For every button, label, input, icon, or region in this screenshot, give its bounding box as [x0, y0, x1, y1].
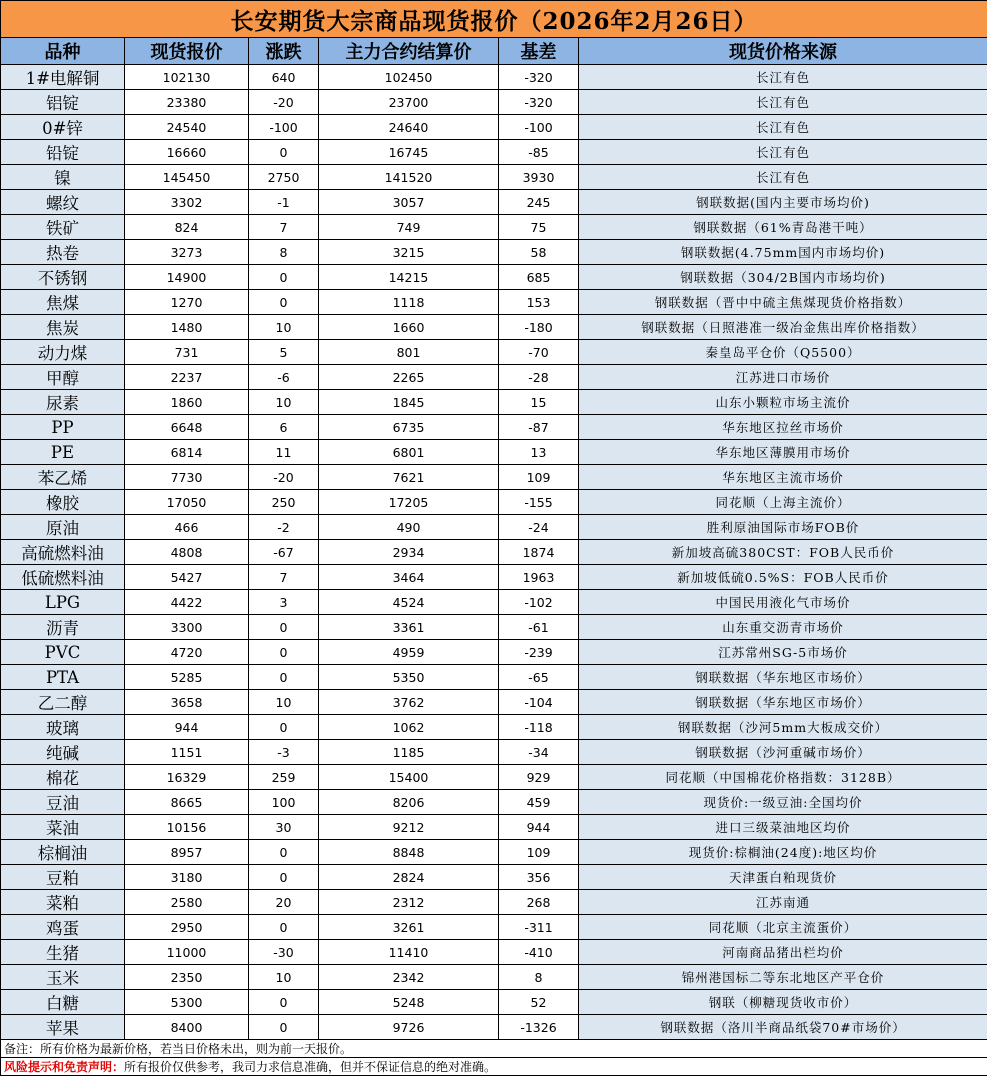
spot-price-cell: 4808 — [125, 540, 249, 565]
settlement-cell: 1845 — [319, 390, 499, 415]
change-cell: -1 — [249, 190, 319, 215]
variety-cell: 动力煤 — [1, 340, 125, 365]
spot-price-cell: 1151 — [125, 740, 249, 765]
spot-price-cell: 16660 — [125, 140, 249, 165]
table-row — [1, 215, 987, 240]
source-cell: 钢联数据（沙河重碱市场价） — [579, 740, 987, 765]
spot-price-cell: 2950 — [125, 915, 249, 940]
basis-cell: 1963 — [499, 565, 579, 590]
settlement-cell: 3762 — [319, 690, 499, 715]
spot-price-cell: 14900 — [125, 265, 249, 290]
table-row — [1, 690, 987, 715]
spot-price-cell: 8957 — [125, 840, 249, 865]
table-row — [1, 565, 987, 590]
basis-cell: -311 — [499, 915, 579, 940]
source-cell: 长江有色 — [579, 115, 987, 140]
source-cell: 钢联数据(4.75mm国内市场均价) — [579, 240, 987, 265]
basis-cell: -118 — [499, 715, 579, 740]
source-cell: 江苏常州SG-5市场价 — [579, 640, 987, 665]
basis-cell: -320 — [499, 90, 579, 115]
basis-cell: 52 — [499, 990, 579, 1015]
spot-price-cell: 824 — [125, 215, 249, 240]
basis-cell: 245 — [499, 190, 579, 215]
table-row — [1, 315, 987, 340]
change-cell: 3 — [249, 590, 319, 615]
basis-cell: -1326 — [499, 1015, 579, 1040]
change-cell: -30 — [249, 940, 319, 965]
table-row — [1, 365, 987, 390]
settlement-cell: 801 — [319, 340, 499, 365]
basis-cell: -320 — [499, 65, 579, 90]
spot-price-cell: 2237 — [125, 365, 249, 390]
table-row — [1, 790, 987, 815]
variety-cell: 不锈钢 — [1, 265, 125, 290]
table-row — [1, 190, 987, 215]
variety-cell: 棉花 — [1, 765, 125, 790]
change-cell: 6 — [249, 415, 319, 440]
variety-cell: 菜粕 — [1, 890, 125, 915]
source-cell: 进口三级菜油地区均价 — [579, 815, 987, 840]
settlement-cell: 8848 — [319, 840, 499, 865]
col-header-basis: 基差 — [499, 38, 579, 65]
spot-price-cell: 10156 — [125, 815, 249, 840]
source-cell: 长江有色 — [579, 90, 987, 115]
change-cell: 250 — [249, 490, 319, 515]
source-cell: 钢联数据（304/2B国内市场均价) — [579, 265, 987, 290]
spot-price-cell: 24540 — [125, 115, 249, 140]
change-cell: 0 — [249, 290, 319, 315]
settlement-cell: 490 — [319, 515, 499, 540]
table-row — [1, 265, 987, 290]
col-header-change: 涨跌 — [249, 38, 319, 65]
table-row — [1, 890, 987, 915]
change-cell: 8 — [249, 240, 319, 265]
change-cell: 7 — [249, 215, 319, 240]
variety-cell: 白糖 — [1, 990, 125, 1015]
source-cell: 钢联数据（沙河5mm大板成交价） — [579, 715, 987, 740]
basis-cell: 58 — [499, 240, 579, 265]
settlement-cell: 3464 — [319, 565, 499, 590]
table-row — [1, 540, 987, 565]
variety-cell: 铅锭 — [1, 140, 125, 165]
basis-cell: -65 — [499, 665, 579, 690]
settlement-cell: 8206 — [319, 790, 499, 815]
source-cell: 同花顺（北京主流蛋价） — [579, 915, 987, 940]
change-cell: 10 — [249, 315, 319, 340]
basis-cell: -87 — [499, 415, 579, 440]
change-cell: 0 — [249, 915, 319, 940]
table-body — [1, 65, 987, 1040]
change-cell: 259 — [249, 765, 319, 790]
variety-cell: PP — [1, 415, 125, 440]
change-cell: 0 — [249, 1015, 319, 1040]
source-cell: 华东地区薄膜用市场价 — [579, 440, 987, 465]
settlement-cell: 6735 — [319, 415, 499, 440]
variety-cell: 低硫燃料油 — [1, 565, 125, 590]
table-row — [1, 865, 987, 890]
source-cell: 钢联数据（华东地区市场价） — [579, 665, 987, 690]
settlement-cell: 3215 — [319, 240, 499, 265]
change-cell: 0 — [249, 840, 319, 865]
basis-cell: 929 — [499, 765, 579, 790]
source-cell: 胜利原油国际市场FOB价 — [579, 515, 987, 540]
spot-price-cell: 5285 — [125, 665, 249, 690]
variety-cell: 棕榈油 — [1, 840, 125, 865]
variety-cell: PVC — [1, 640, 125, 665]
basis-cell: 944 — [499, 815, 579, 840]
basis-cell: 13 — [499, 440, 579, 465]
footnote: 备注：所有价格为最新价格，若当日价格未出，则为前一天报价。 — [1, 1040, 987, 1058]
change-cell: 5 — [249, 340, 319, 365]
variety-cell: 菜油 — [1, 815, 125, 840]
settlement-cell: 11410 — [319, 940, 499, 965]
settlement-cell: 15400 — [319, 765, 499, 790]
spot-price-cell: 16329 — [125, 765, 249, 790]
source-cell: 华东地区主流市场价 — [579, 465, 987, 490]
table-row — [1, 90, 987, 115]
disclaimer-text: 所有报价仅供参考，我司力求信息准确，但并不保证信息的绝对准确。 — [124, 1060, 496, 1074]
spot-price-cell: 8665 — [125, 790, 249, 815]
change-cell: 10 — [249, 965, 319, 990]
spot-price-cell: 944 — [125, 715, 249, 740]
basis-cell: 109 — [499, 465, 579, 490]
source-cell: 现货价:一级豆油:全国均价 — [579, 790, 987, 815]
table-row — [1, 340, 987, 365]
variety-cell: 橡胶 — [1, 490, 125, 515]
spot-price-cell: 6814 — [125, 440, 249, 465]
spot-price-cell: 145450 — [125, 165, 249, 190]
source-cell: 钢联数据（华东地区市场价） — [579, 690, 987, 715]
table-row — [1, 990, 987, 1015]
table-row — [1, 715, 987, 740]
source-cell: 钢联数据（61%青岛港干吨） — [579, 215, 987, 240]
change-cell: 640 — [249, 65, 319, 90]
variety-cell: PTA — [1, 665, 125, 690]
source-cell: 现货价:棕榈油(24度):地区均价 — [579, 840, 987, 865]
source-cell: 新加坡低硫0.5%S：FOB人民币价 — [579, 565, 987, 590]
variety-cell: 沥青 — [1, 615, 125, 640]
basis-cell: -410 — [499, 940, 579, 965]
settlement-cell: 4524 — [319, 590, 499, 615]
basis-cell: -180 — [499, 315, 579, 340]
variety-cell: 豆粕 — [1, 865, 125, 890]
basis-cell: 75 — [499, 215, 579, 240]
spot-price-cell: 4720 — [125, 640, 249, 665]
settlement-cell: 16745 — [319, 140, 499, 165]
spot-price-cell: 3658 — [125, 690, 249, 715]
variety-cell: 1#电解铜 — [1, 65, 125, 90]
basis-cell: -24 — [499, 515, 579, 540]
variety-cell: 热卷 — [1, 240, 125, 265]
spot-price-cell: 3302 — [125, 190, 249, 215]
settlement-cell: 7621 — [319, 465, 499, 490]
variety-cell: 玻璃 — [1, 715, 125, 740]
basis-cell: 153 — [499, 290, 579, 315]
table-row — [1, 965, 987, 990]
change-cell: 0 — [249, 865, 319, 890]
table-row — [1, 115, 987, 140]
variety-cell: 铝锭 — [1, 90, 125, 115]
variety-cell: PE — [1, 440, 125, 465]
spot-price-cell: 466 — [125, 515, 249, 540]
settlement-cell: 9212 — [319, 815, 499, 840]
source-cell: 秦皇岛平仓价（Q5500） — [579, 340, 987, 365]
change-cell: 0 — [249, 640, 319, 665]
source-cell: 钢联数据（晋中中硫主焦煤现货价格指数） — [579, 290, 987, 315]
change-cell: 100 — [249, 790, 319, 815]
change-cell: 2750 — [249, 165, 319, 190]
header-row — [1, 38, 987, 65]
spot-price-cell: 3180 — [125, 865, 249, 890]
source-cell: 钢联数据（日照港准一级冶金焦出库价格指数） — [579, 315, 987, 340]
variety-cell: 0#锌 — [1, 115, 125, 140]
basis-cell: -28 — [499, 365, 579, 390]
variety-cell: LPG — [1, 590, 125, 615]
settlement-cell: 3057 — [319, 190, 499, 215]
settlement-cell: 4959 — [319, 640, 499, 665]
basis-cell: 356 — [499, 865, 579, 890]
settlement-cell: 2342 — [319, 965, 499, 990]
change-cell: 0 — [249, 990, 319, 1015]
variety-cell: 纯碱 — [1, 740, 125, 765]
settlement-cell: 14215 — [319, 265, 499, 290]
spot-price-cell: 102130 — [125, 65, 249, 90]
table-row — [1, 915, 987, 940]
variety-cell: 铁矿 — [1, 215, 125, 240]
variety-cell: 镍 — [1, 165, 125, 190]
spot-price-cell: 5427 — [125, 565, 249, 590]
settlement-cell: 749 — [319, 215, 499, 240]
spot-price-cell: 4422 — [125, 590, 249, 615]
settlement-cell: 3261 — [319, 915, 499, 940]
change-cell: 0 — [249, 615, 319, 640]
change-cell: 0 — [249, 665, 319, 690]
basis-cell: -239 — [499, 640, 579, 665]
table-row — [1, 665, 987, 690]
basis-cell: -34 — [499, 740, 579, 765]
change-cell: -20 — [249, 465, 319, 490]
variety-cell: 生猪 — [1, 940, 125, 965]
table-row — [1, 765, 987, 790]
spot-price-cell: 17050 — [125, 490, 249, 515]
change-cell: -3 — [249, 740, 319, 765]
basis-cell: -61 — [499, 615, 579, 640]
basis-cell: 3930 — [499, 165, 579, 190]
settlement-cell: 1660 — [319, 315, 499, 340]
variety-cell: 焦煤 — [1, 290, 125, 315]
variety-cell: 螺纹 — [1, 190, 125, 215]
spot-price-cell: 11000 — [125, 940, 249, 965]
variety-cell: 乙二醇 — [1, 690, 125, 715]
spot-price-cell: 6648 — [125, 415, 249, 440]
settlement-cell: 23700 — [319, 90, 499, 115]
spot-price-cell: 3273 — [125, 240, 249, 265]
source-cell: 新加坡高硫380CST：FOB人民币价 — [579, 540, 987, 565]
table-row — [1, 240, 987, 265]
spot-price-cell: 3300 — [125, 615, 249, 640]
variety-cell: 焦炭 — [1, 315, 125, 340]
change-cell: 7 — [249, 565, 319, 590]
table-row — [1, 390, 987, 415]
spot-price-cell: 8400 — [125, 1015, 249, 1040]
change-cell: 30 — [249, 815, 319, 840]
change-cell: -2 — [249, 515, 319, 540]
source-cell: 山东小颗粒市场主流价 — [579, 390, 987, 415]
table-row — [1, 415, 987, 440]
variety-cell: 玉米 — [1, 965, 125, 990]
settlement-cell: 6801 — [319, 440, 499, 465]
settlement-cell: 5248 — [319, 990, 499, 1015]
table-row — [1, 465, 987, 490]
table-row — [1, 290, 987, 315]
spot-price-cell: 2580 — [125, 890, 249, 915]
basis-cell: 8 — [499, 965, 579, 990]
source-cell: 河南商品猪出栏均价 — [579, 940, 987, 965]
variety-cell: 高硫燃料油 — [1, 540, 125, 565]
table-row — [1, 65, 987, 90]
change-cell: 10 — [249, 690, 319, 715]
source-cell: 江苏进口市场价 — [579, 365, 987, 390]
source-cell: 山东重交沥青市场价 — [579, 615, 987, 640]
settlement-cell: 24640 — [319, 115, 499, 140]
change-cell: 11 — [249, 440, 319, 465]
table-row — [1, 140, 987, 165]
basis-cell: -70 — [499, 340, 579, 365]
change-cell: -100 — [249, 115, 319, 140]
table-row — [1, 740, 987, 765]
table-row — [1, 640, 987, 665]
source-cell: 中国民用液化气市场价 — [579, 590, 987, 615]
source-cell: 长江有色 — [579, 165, 987, 190]
source-cell: 同花顺（上海主流价） — [579, 490, 987, 515]
col-header-variety: 品种 — [1, 38, 125, 65]
change-cell: 0 — [249, 715, 319, 740]
settlement-cell: 9726 — [319, 1015, 499, 1040]
spot-price-cell: 1860 — [125, 390, 249, 415]
source-cell: 钢联数据（洛川半商品纸袋70#市场价） — [579, 1015, 987, 1040]
variety-cell: 甲醇 — [1, 365, 125, 390]
basis-cell: -104 — [499, 690, 579, 715]
change-cell: -6 — [249, 365, 319, 390]
variety-cell: 苹果 — [1, 1015, 125, 1040]
settlement-cell: 17205 — [319, 490, 499, 515]
settlement-cell: 102450 — [319, 65, 499, 90]
spot-price-cell: 23380 — [125, 90, 249, 115]
settlement-cell: 2934 — [319, 540, 499, 565]
table-row — [1, 490, 987, 515]
source-cell: 长江有色 — [579, 65, 987, 90]
settlement-cell: 2824 — [319, 865, 499, 890]
table-row — [1, 440, 987, 465]
col-header-spot-price: 现货报价 — [125, 38, 249, 65]
table-row — [1, 840, 987, 865]
settlement-cell: 1062 — [319, 715, 499, 740]
settlement-cell: 3361 — [319, 615, 499, 640]
variety-cell: 原油 — [1, 515, 125, 540]
spot-price-cell: 731 — [125, 340, 249, 365]
table-row — [1, 615, 987, 640]
table-row — [1, 940, 987, 965]
disclaimer — [1, 1058, 987, 1076]
variety-cell: 尿素 — [1, 390, 125, 415]
source-cell: 锦州港国标二等东北地区产平仓价 — [579, 965, 987, 990]
table-row — [1, 165, 987, 190]
settlement-cell: 2265 — [319, 365, 499, 390]
disclaimer-label: 风险提示和免责声明： — [4, 1060, 124, 1074]
change-cell: -67 — [249, 540, 319, 565]
table-row — [1, 815, 987, 840]
source-cell: 钢联数据(国内主要市场均价) — [579, 190, 987, 215]
change-cell: 0 — [249, 140, 319, 165]
settlement-cell: 2312 — [319, 890, 499, 915]
basis-cell: 15 — [499, 390, 579, 415]
variety-cell: 豆油 — [1, 790, 125, 815]
settlement-cell: 1118 — [319, 290, 499, 315]
table-row — [1, 590, 987, 615]
basis-cell: -85 — [499, 140, 579, 165]
variety-cell: 鸡蛋 — [1, 915, 125, 940]
spot-price-cell: 1270 — [125, 290, 249, 315]
spot-price-cell: 7730 — [125, 465, 249, 490]
variety-cell: 苯乙烯 — [1, 465, 125, 490]
settlement-cell: 1185 — [319, 740, 499, 765]
source-cell: 华东地区拉丝市场价 — [579, 415, 987, 440]
source-cell: 天津蛋白粕现货价 — [579, 865, 987, 890]
basis-cell: 268 — [499, 890, 579, 915]
spot-price-cell: 1480 — [125, 315, 249, 340]
basis-cell: -102 — [499, 590, 579, 615]
basis-cell: 109 — [499, 840, 579, 865]
table-row — [1, 515, 987, 540]
col-header-source: 现货价格来源 — [579, 38, 987, 65]
col-header-settlement: 主力合约结算价 — [319, 38, 499, 65]
source-cell: 长江有色 — [579, 140, 987, 165]
change-cell: -20 — [249, 90, 319, 115]
settlement-cell: 141520 — [319, 165, 499, 190]
basis-cell: -100 — [499, 115, 579, 140]
change-cell: 10 — [249, 390, 319, 415]
settlement-cell: 5350 — [319, 665, 499, 690]
source-cell: 钢联（柳糖现货收市价） — [579, 990, 987, 1015]
sheet-title: 长安期货大宗商品现货报价（2026年2月26日） — [1, 1, 987, 38]
change-cell: 0 — [249, 265, 319, 290]
source-cell: 江苏南通 — [579, 890, 987, 915]
change-cell: 20 — [249, 890, 319, 915]
source-cell: 同花顺（中国棉花价格指数：3128B） — [579, 765, 987, 790]
table-row — [1, 1015, 987, 1040]
basis-cell: 685 — [499, 265, 579, 290]
spot-price-cell: 5300 — [125, 990, 249, 1015]
spot-price-cell: 2350 — [125, 965, 249, 990]
basis-cell: 459 — [499, 790, 579, 815]
basis-cell: 1874 — [499, 540, 579, 565]
basis-cell: -155 — [499, 490, 579, 515]
